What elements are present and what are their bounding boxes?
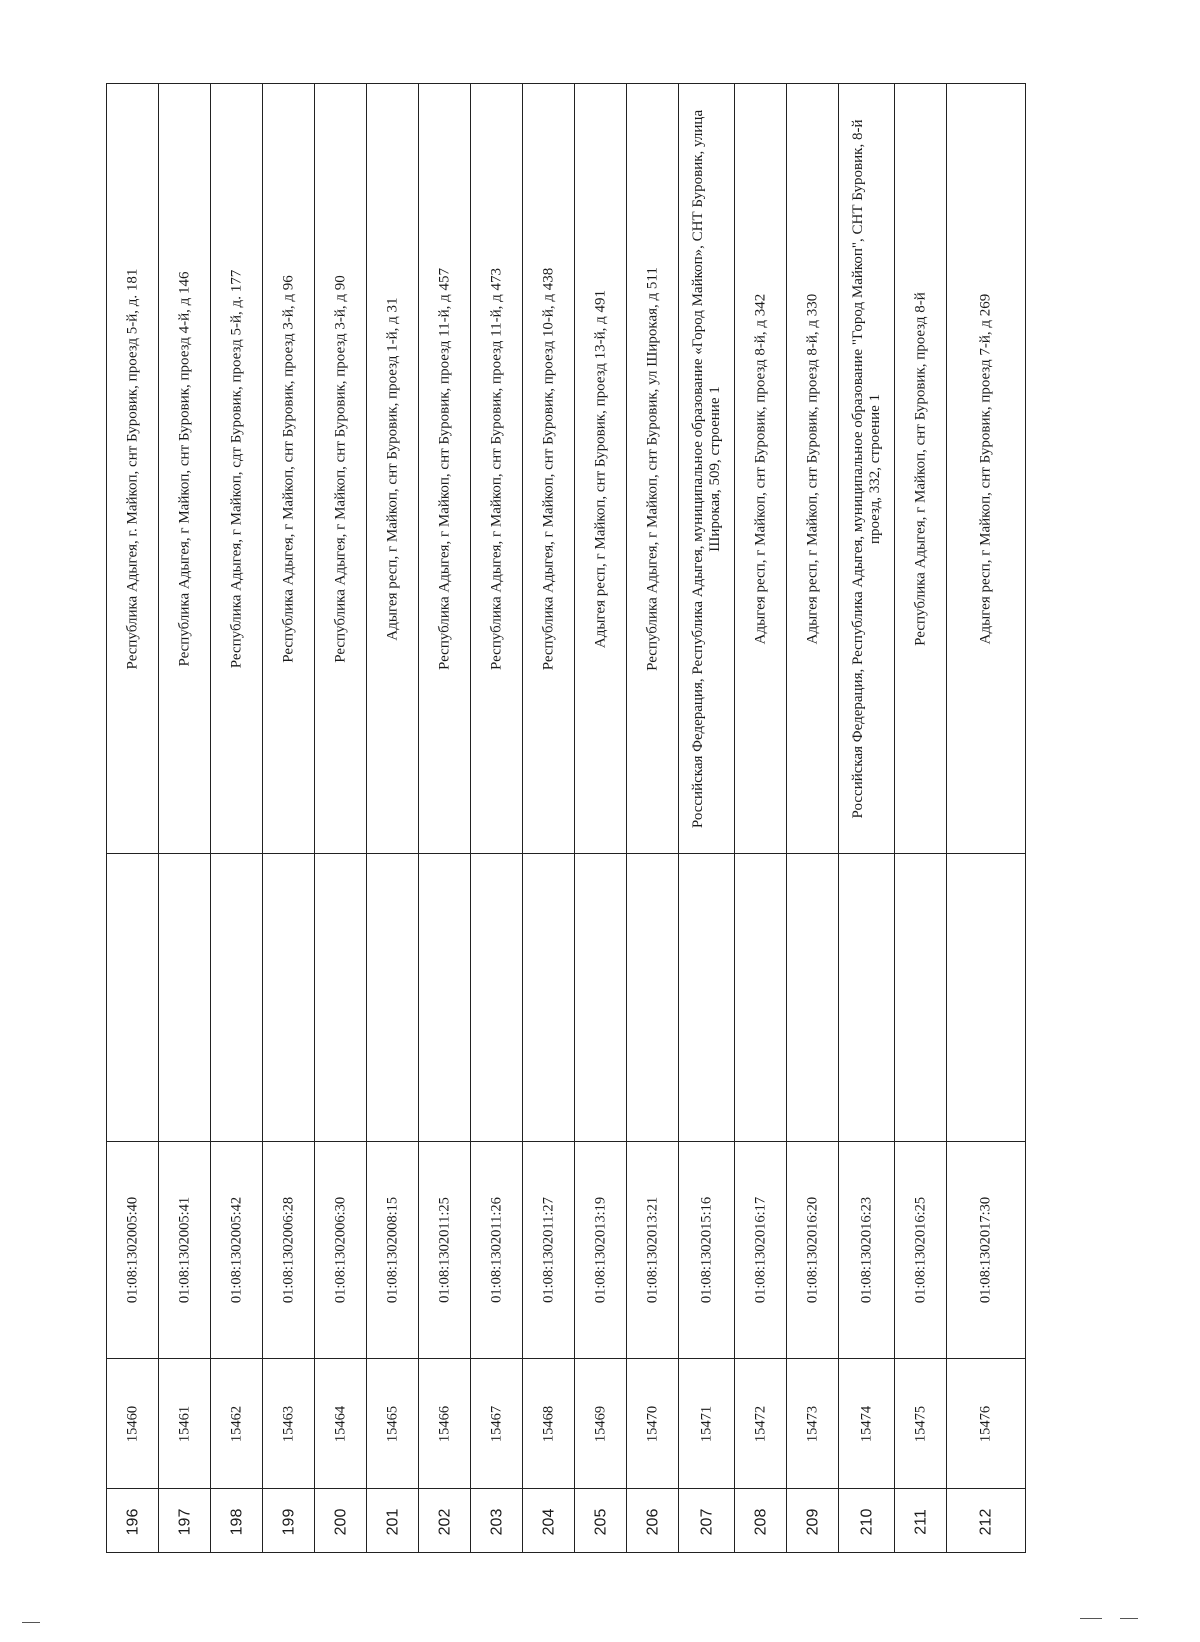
cadastral-number-text: 01:08:1302017:30 — [977, 1196, 994, 1304]
table-row — [575, 84, 627, 1552]
row-number-text: 208 — [752, 1508, 769, 1535]
address-text: Республика Адыгея, г Майкоп, снт Буровик, проезд 8-й — [912, 291, 928, 646]
cadastral-number-text: 01:08:1302005:40 — [124, 1196, 140, 1304]
record-id-text: 15475 — [912, 1405, 928, 1442]
empty-cell — [523, 854, 574, 1142]
scan-artifact — [1080, 1618, 1102, 1619]
address-text: Адыгея респ, г Майкоп, снт Буровик, проезд 7-й, д 269 — [977, 293, 994, 644]
cadastral-number-text: 01:08:1302005:41 — [176, 1196, 192, 1304]
row-number-text: 212 — [977, 1508, 995, 1535]
cadastral-number-cell — [575, 1142, 626, 1359]
address-text: Республика Адыгея, г Майкоп, снт Буровик, проезд 11-й, д 457 — [436, 267, 452, 670]
address-text: Адыгея респ, г Майкоп, снт Буровик, проезд 13-й, д 491 — [592, 289, 608, 648]
empty-cell — [367, 854, 418, 1142]
address-text: Республика Адыгея, г Майкоп, снт Буровик, проезд 10-й, д 438 — [540, 267, 556, 670]
address-cell — [159, 84, 210, 854]
address-cell — [895, 84, 946, 854]
table-row — [679, 84, 735, 1552]
record-id-text: 15471 — [698, 1405, 714, 1442]
address-text: Республика Адыгея, г. Майкоп, снт Буровик, проезд 5-й, д. 181 — [124, 268, 140, 669]
table-row — [263, 84, 315, 1552]
empty-cell — [419, 854, 470, 1142]
row-number-cell — [367, 1489, 418, 1554]
record-id-text: 15461 — [176, 1405, 192, 1442]
record-id-cell — [735, 1359, 786, 1489]
empty-cell — [787, 854, 838, 1142]
address-cell — [787, 84, 838, 854]
address-text: Адыгея респ, г Майкоп, снт Буровик, проезд 8-й, д 342 — [752, 293, 768, 644]
row-number-text: 209 — [804, 1508, 821, 1535]
cadastral-number-cell — [315, 1142, 366, 1359]
cadastral-number-cell — [107, 1142, 158, 1359]
row-number-cell — [895, 1489, 946, 1554]
empty-cell — [211, 854, 262, 1142]
table-row — [787, 84, 839, 1552]
table-row — [471, 84, 523, 1552]
address-text: Республика Адыгея, г Майкоп, сдт Буровик, проезд 5-й, д. 177 — [228, 269, 244, 668]
cadastral-number-cell — [947, 1142, 1025, 1359]
record-id-cell — [315, 1359, 366, 1489]
address-cell — [523, 84, 574, 854]
address-cell — [839, 84, 894, 854]
empty-cell — [263, 854, 314, 1142]
address-cell — [627, 84, 678, 854]
record-id-text: 15472 — [752, 1405, 768, 1442]
record-id-cell — [523, 1359, 574, 1489]
row-number-text: 205 — [592, 1508, 609, 1535]
row-number-text: 199 — [280, 1508, 297, 1535]
row-number-text: 204 — [540, 1508, 557, 1535]
record-id-text: 15470 — [644, 1405, 660, 1442]
empty-cell — [735, 854, 786, 1142]
row-number-cell — [735, 1489, 786, 1554]
empty-cell — [895, 854, 946, 1142]
row-number-cell — [263, 1489, 314, 1554]
table-row — [211, 84, 263, 1552]
row-number-text: 201 — [384, 1508, 401, 1535]
table-row — [839, 84, 895, 1552]
cadastral-number-text: 01:08:1302016:17 — [752, 1196, 768, 1304]
cadastral-number-cell — [367, 1142, 418, 1359]
row-number-cell — [315, 1489, 366, 1554]
address-text: Российская Федерация, Республика Адыгея, муниципальное образование «Город Майкоп», СНТ Буровик, улица Широкая, 509, строение 1 — [689, 109, 723, 828]
address-cell — [315, 84, 366, 854]
cadastral-number-cell — [471, 1142, 522, 1359]
record-id-cell — [367, 1359, 418, 1489]
cadastral-number-cell — [211, 1142, 262, 1359]
cadastral-number-text: 01:08:1302008:15 — [384, 1196, 400, 1304]
cadastral-number-cell — [523, 1142, 574, 1359]
row-number-text: 197 — [176, 1508, 193, 1535]
empty-cell — [679, 854, 734, 1142]
cadastral-number-cell — [679, 1142, 734, 1359]
address-cell — [575, 84, 626, 854]
record-id-cell — [839, 1359, 894, 1489]
address-text: Республика Адыгея, г Майкоп, снт Буровик, проезд 4-й, д 146 — [176, 270, 192, 667]
row-number-text: 196 — [124, 1508, 141, 1535]
row-number-text: 206 — [644, 1508, 661, 1535]
row-number-cell — [679, 1489, 734, 1554]
record-id-cell — [895, 1359, 946, 1489]
address-cell — [107, 84, 158, 854]
cadastral-number-text: 01:08:1302006:30 — [332, 1196, 348, 1304]
row-number-cell — [211, 1489, 262, 1554]
empty-cell — [627, 854, 678, 1142]
address-cell — [947, 84, 1025, 854]
table-row — [627, 84, 679, 1552]
record-id-text: 15469 — [592, 1405, 608, 1442]
cadastral-number-cell — [895, 1142, 946, 1359]
row-number-text: 210 — [858, 1508, 875, 1535]
cadastral-number-cell — [627, 1142, 678, 1359]
record-id-text: 15468 — [540, 1405, 556, 1442]
row-number-cell — [159, 1489, 210, 1554]
table-row — [315, 84, 367, 1552]
address-cell — [263, 84, 314, 854]
cadastral-number-text: 01:08:1302016:25 — [912, 1196, 928, 1304]
cadastral-number-cell — [787, 1142, 838, 1359]
row-number-cell — [523, 1489, 574, 1554]
row-number-text: 211 — [912, 1508, 929, 1535]
record-id-text: 15464 — [332, 1405, 348, 1442]
empty-cell — [107, 854, 158, 1142]
cadastral-number-text: 01:08:1302015:16 — [698, 1196, 714, 1304]
row-number-text: 200 — [332, 1508, 349, 1535]
cadastral-number-cell — [263, 1142, 314, 1359]
cadastral-number-text: 01:08:1302016:20 — [804, 1196, 820, 1304]
cadastral-number-text: 01:08:1302011:25 — [436, 1197, 452, 1303]
row-number-cell — [575, 1489, 626, 1554]
address-text: Республика Адыгея, г Майкоп, снт Буровик, ул Широкая, д 511 — [644, 266, 660, 671]
scan-artifact — [22, 1622, 40, 1623]
empty-cell — [839, 854, 894, 1142]
record-id-cell — [787, 1359, 838, 1489]
cadastral-number-cell — [159, 1142, 210, 1359]
record-id-text: 15463 — [280, 1405, 296, 1442]
address-text: Адыгея респ, г Майкоп, снт Буровик, проезд 1-й, д 31 — [384, 296, 400, 641]
record-id-text: 15467 — [488, 1405, 504, 1442]
row-number-cell — [787, 1489, 838, 1554]
cadastral-number-cell — [839, 1142, 894, 1359]
record-id-text: 15466 — [436, 1405, 452, 1442]
cadastral-number-text: 01:08:1302005:42 — [228, 1196, 244, 1304]
cadastral-number-text: 01:08:1302011:27 — [540, 1197, 556, 1303]
record-id-cell — [211, 1359, 262, 1489]
address-text: Российская Федерация, Республика Адыгея, муниципальное образование "Город Майкоп", СНТ Буровик, 8-й проезд, 332, строение 1 — [849, 119, 883, 818]
address-cell — [367, 84, 418, 854]
record-id-cell — [107, 1359, 158, 1489]
record-id-cell — [947, 1359, 1025, 1489]
row-number-cell — [107, 1489, 158, 1554]
cadastral-number-text: 01:08:1302011:26 — [488, 1197, 504, 1303]
record-id-text: 15476 — [977, 1405, 994, 1442]
record-id-cell — [471, 1359, 522, 1489]
cadastral-number-cell — [735, 1142, 786, 1359]
row-number-text: 203 — [488, 1508, 505, 1535]
row-number-cell — [419, 1489, 470, 1554]
table-row — [947, 84, 1025, 1552]
cadastral-number-text: 01:08:1302013:19 — [592, 1196, 608, 1304]
table-row — [735, 84, 787, 1552]
row-number-cell — [839, 1489, 894, 1554]
record-id-text: 15473 — [804, 1405, 820, 1442]
table-row — [895, 84, 947, 1552]
record-id-cell — [575, 1359, 626, 1489]
row-number-cell — [947, 1489, 1025, 1554]
empty-cell — [159, 854, 210, 1142]
address-cell — [211, 84, 262, 854]
record-id-text: 15474 — [858, 1405, 874, 1442]
cadastral-number-text: 01:08:1302016:23 — [858, 1196, 874, 1304]
empty-cell — [315, 854, 366, 1142]
address-text: Республика Адыгея, г Майкоп, снт Буровик, проезд 11-й, д 473 — [488, 267, 504, 670]
empty-cell — [471, 854, 522, 1142]
table-row — [367, 84, 419, 1552]
cadastral-number-text: 01:08:1302006:28 — [280, 1196, 296, 1304]
table-row — [159, 84, 211, 1552]
address-cell — [419, 84, 470, 854]
record-id-cell — [263, 1359, 314, 1489]
empty-cell — [575, 854, 626, 1142]
record-id-text: 15460 — [124, 1405, 140, 1442]
table-row — [419, 84, 471, 1552]
record-id-cell — [627, 1359, 678, 1489]
record-id-cell — [679, 1359, 734, 1489]
record-id-cell — [419, 1359, 470, 1489]
record-id-text: 15465 — [384, 1405, 400, 1442]
address-cell — [679, 84, 734, 854]
address-cell — [735, 84, 786, 854]
address-text: Адыгея респ, г Майкоп, снт Буровик, проезд 8-й, д 330 — [804, 293, 820, 644]
row-number-text: 207 — [698, 1508, 715, 1535]
scan-artifact — [1120, 1618, 1138, 1619]
row-number-cell — [471, 1489, 522, 1554]
cadastral-number-cell — [419, 1142, 470, 1359]
row-number-cell — [627, 1489, 678, 1554]
address-text: Республика Адыгея, г Майкоп, снт Буровик, проезд 3-й, д 90 — [332, 274, 348, 663]
document-table — [106, 83, 1026, 1553]
table-row — [107, 84, 159, 1552]
row-number-text: 198 — [228, 1508, 245, 1535]
record-id-cell — [159, 1359, 210, 1489]
cadastral-number-text: 01:08:1302013:21 — [644, 1196, 660, 1304]
address-cell — [471, 84, 522, 854]
record-id-text: 15462 — [228, 1405, 244, 1442]
row-number-text: 202 — [436, 1508, 453, 1535]
table-row — [523, 84, 575, 1552]
address-text: Республика Адыгея, г Майкоп, снт Буровик, проезд 3-й, д 96 — [280, 274, 296, 663]
empty-cell — [947, 854, 1025, 1142]
